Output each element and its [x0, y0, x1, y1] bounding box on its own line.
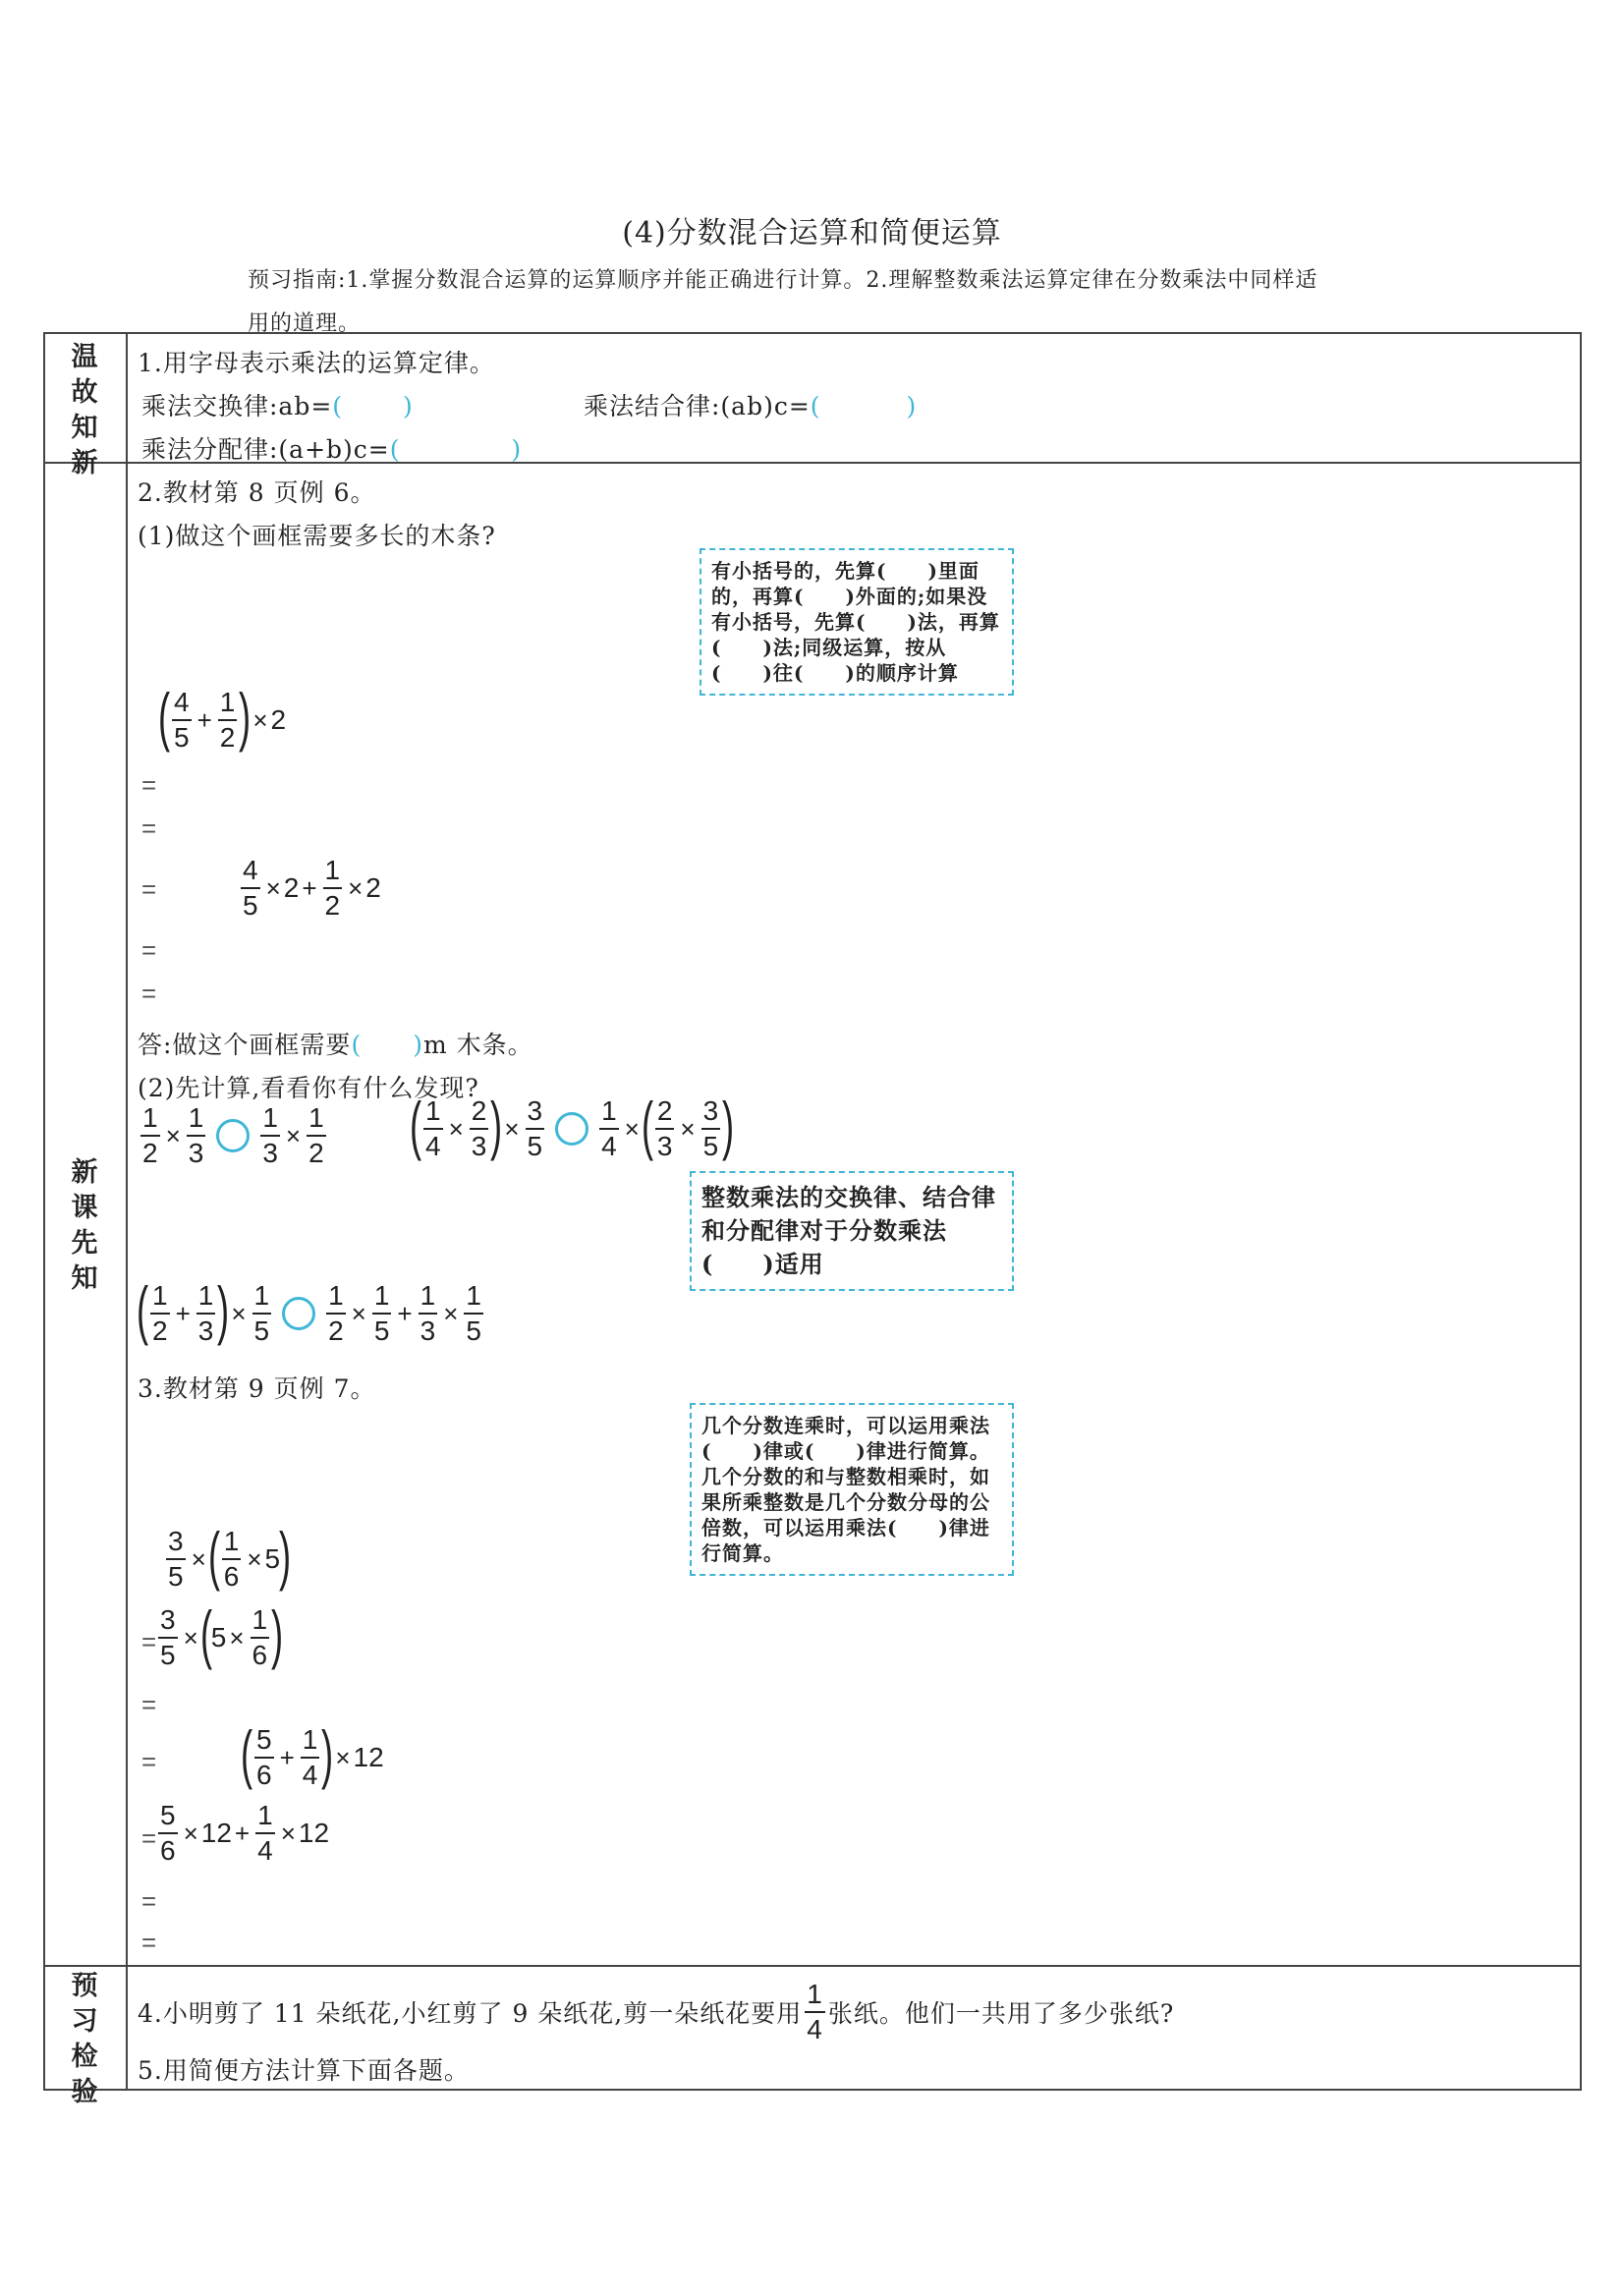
- fraction: $\frac{1}{3}$: [262, 1102, 278, 1168]
- question-4-before: 4.小明剪了 11 朵纸花,小红剪了 9 朵纸花,剪一朵纸花要用: [138, 1999, 803, 2028]
- fraction: $\frac{1}{2}$: [219, 687, 236, 753]
- fraction: $\frac{1}{5}$: [373, 1280, 390, 1346]
- section-label-char: 习: [71, 2006, 98, 2037]
- fraction: $\frac{5}{6}$: [255, 1724, 272, 1790]
- distributive-law: [141, 430, 522, 466]
- fraction: $\frac{5}{6}$: [160, 1800, 176, 1866]
- distributive-label: 乘法分配律:(a+b)c=: [141, 435, 390, 464]
- answer-blank[interactable]: ( ): [332, 392, 414, 420]
- fraction: $\frac{1}{3}$: [197, 1280, 214, 1346]
- comparison-2: ( $\frac{1}{4}$ × $\frac{2}{3}$ ) × $\frac{3}{5}$ $\frac{1}{4}$ × ( $\frac{2}{3}$ × $\frac{3}{5}$ ): [409, 1089, 735, 1161]
- right-paren: ): [217, 1273, 230, 1346]
- answer-blank[interactable]: ( ): [389, 435, 523, 464]
- compare-circle[interactable]: [216, 1119, 250, 1152]
- equals-line: =: [141, 1823, 157, 1853]
- question-4: [138, 1981, 1174, 2044]
- fraction: $\frac{1}{3}$: [188, 1102, 204, 1168]
- fraction: $\frac{2}{3}$: [471, 1095, 487, 1161]
- answer-blank[interactable]: ( ): [351, 1031, 423, 1059]
- fraction: $\frac{1}{2}$: [308, 1102, 324, 1168]
- question-2-2: (2)先计算,看看你有什么发现?: [138, 1074, 479, 1102]
- equals-line: =: [141, 813, 157, 843]
- fraction: $\frac{3}{5}$: [160, 1604, 176, 1670]
- equals-line: =: [141, 1886, 157, 1916]
- question-5: 5.用简便方法计算下面各题。: [138, 2056, 470, 2085]
- equals-line: =: [141, 1928, 157, 1957]
- right-paren: ): [279, 1519, 292, 1592]
- section-label-char: 验: [71, 2077, 98, 2107]
- section-label-char: 课: [71, 1193, 98, 1223]
- equals-line: =: [141, 1747, 157, 1776]
- right-paren: ): [722, 1089, 735, 1161]
- section-label-char: 预: [71, 1971, 98, 2001]
- equals-line: =: [141, 874, 157, 904]
- left-paren: (: [157, 680, 171, 753]
- section-label-char: 温: [71, 342, 98, 372]
- expression-3: $\frac{3}{5}$ × ( $\frac{1}{6}$ × 5 ): [168, 1519, 292, 1592]
- section-label-new: [47, 1155, 122, 1297]
- right-paren: ): [490, 1089, 503, 1161]
- section-label-char: 新: [71, 448, 98, 478]
- section-label-char: 先: [71, 1228, 98, 1259]
- expression-6: $\frac{5}{6}$ × 12 + $\frac{1}{4}$ × 12: [160, 1800, 330, 1866]
- equals-line: =: [141, 1627, 157, 1656]
- fraction: $\frac{1}{2}$: [328, 1280, 344, 1346]
- section-label-review: [47, 340, 122, 481]
- fraction: $\frac{1}{2}$: [142, 1102, 158, 1168]
- section-label-check: [47, 1969, 122, 2110]
- equals-line: =: [141, 935, 157, 965]
- section-label-char: 检: [71, 2042, 98, 2072]
- section-label-char: 知: [71, 1263, 98, 1294]
- fraction: $\frac{1}{5}$: [466, 1280, 481, 1346]
- question-3: 3.教材第 9 页例 7。: [138, 1374, 376, 1403]
- commutative-label: 乘法交换律:ab=: [141, 392, 333, 420]
- fraction: $\frac{1}{2}$: [324, 855, 341, 921]
- answer-prefix: 答:做这个画框需要: [138, 1031, 352, 1059]
- equals-line: =: [141, 979, 157, 1008]
- section-label-char: 故: [71, 377, 98, 408]
- compare-circle[interactable]: [555, 1112, 588, 1146]
- fraction: $\frac{3}{5}$: [702, 1095, 719, 1161]
- comparison-3: ( $\frac{1}{2}$ + $\frac{1}{3}$ ) × $\frac{1}{5}$ $\frac{1}{2}$ × $\frac{1}{5}$ + $\frac{1}{3}$ × $\frac{1}{5}$: [136, 1273, 481, 1346]
- table-border-top: [43, 332, 1580, 334]
- left-paren: (: [136, 1273, 149, 1346]
- associative-label: 乘法结合律:(ab)c=: [584, 392, 811, 420]
- left-paren: (: [641, 1089, 653, 1161]
- section-label-char: 新: [71, 1157, 98, 1188]
- fraction: $\frac{4}{5}$: [173, 687, 190, 753]
- associative-law: [584, 387, 917, 422]
- guide-line-1: 预习指南:1.掌握分数混合运算的运算顺序并能正确进行计算。2.理解整数乘法运算定律在分数乘法中同样适: [248, 268, 1318, 293]
- fraction: $\frac{1}{4}$: [257, 1800, 273, 1866]
- table-border-left: [43, 332, 45, 2091]
- commutative-law: [141, 387, 414, 422]
- hint-box-order: 有小括号的，先算( )里面的，再算( )外面的;如果没有小括号，先算( )法，再算( )法;同级运算，按从( )往( )的顺序计算: [700, 548, 1014, 696]
- fraction: $\frac{1}{5}$: [253, 1280, 270, 1346]
- equals-line: =: [141, 1690, 157, 1719]
- question-2: 2.教材第 8 页例 6。: [138, 478, 376, 507]
- guide-line-2: 用的道理。: [248, 311, 362, 336]
- fraction: $\frac{1}{6}$: [252, 1604, 268, 1670]
- fraction: $\frac{1}{4}$: [302, 1724, 318, 1790]
- expression-2: $\frac{4}{5}$ × 2 + $\frac{1}{2}$ × 2: [243, 855, 381, 921]
- answer-suffix: m 木条。: [422, 1031, 533, 1059]
- question-2-1: (1)做这个画框需要多长的木条?: [138, 522, 496, 550]
- equals-line: =: [141, 770, 157, 800]
- expression-4: $\frac{3}{5}$ × ( 5 × $\frac{1}{6}$ ): [160, 1597, 284, 1670]
- fraction: $\frac{1}{3}$: [420, 1280, 436, 1346]
- page-title: (4)分数混合运算和简便运算: [622, 216, 1002, 251]
- table-border-right: [1580, 332, 1582, 2091]
- fraction: $\frac{3}{5}$: [527, 1095, 543, 1161]
- fraction: $\frac{4}{5}$: [243, 855, 258, 921]
- review-question-1: 1.用字母表示乘法的运算定律。: [138, 349, 495, 377]
- question-4-after: 张纸。他们一共用了多少张纸?: [827, 1999, 1175, 2028]
- section-label-char: 知: [71, 413, 98, 443]
- fraction: $\frac{1}{2}$: [151, 1280, 168, 1346]
- fraction: $\frac{1}{6}$: [223, 1526, 240, 1592]
- left-paren: (: [199, 1597, 212, 1670]
- comparison-1: $\frac{1}{2}$ × $\frac{1}{3}$ $\frac{1}{3}$ × $\frac{1}{2}$: [142, 1102, 324, 1168]
- fraction: $\frac{1}{4}$: [601, 1095, 617, 1161]
- left-paren: (: [409, 1089, 422, 1161]
- answer-blank[interactable]: ( ): [810, 392, 918, 420]
- table-border-bottom: [43, 2089, 1580, 2091]
- fraction: $\frac{1}{4}$: [424, 1095, 441, 1161]
- left-paren: (: [207, 1519, 220, 1592]
- answer-line: [138, 1026, 533, 1061]
- right-paren: ): [271, 1597, 284, 1670]
- expression-1: ( $\frac{4}{5}$ + $\frac{1}{2}$ ) × 2: [157, 680, 287, 753]
- right-paren: ): [321, 1717, 334, 1790]
- table-column-divider: [126, 332, 128, 2091]
- table-divider-2: [43, 1965, 1580, 1967]
- fraction: $\frac{3}{5}$: [168, 1526, 184, 1592]
- right-paren: ): [239, 680, 252, 753]
- left-paren: (: [240, 1717, 253, 1790]
- expression-5: ( $\frac{5}{6}$ + $\frac{1}{4}$ ) × 12: [240, 1717, 384, 1790]
- fraction: $\frac{2}{3}$: [656, 1095, 673, 1161]
- fraction: $\frac{1}{4}$: [807, 1979, 823, 2044]
- hint-box-simplify: 几个分数连乘时，可以运用乘法( )律或( )律进行简算。几个分数的和与整数相乘时，如果所乘整数是几个分数分母的公倍数，可以运用乘法( )律进行简算。: [690, 1403, 1014, 1576]
- hint-box-laws: 整数乘法的交换律、结合律和分配律对于分数乘法( )适用: [690, 1171, 1014, 1291]
- compare-circle[interactable]: [282, 1297, 315, 1330]
